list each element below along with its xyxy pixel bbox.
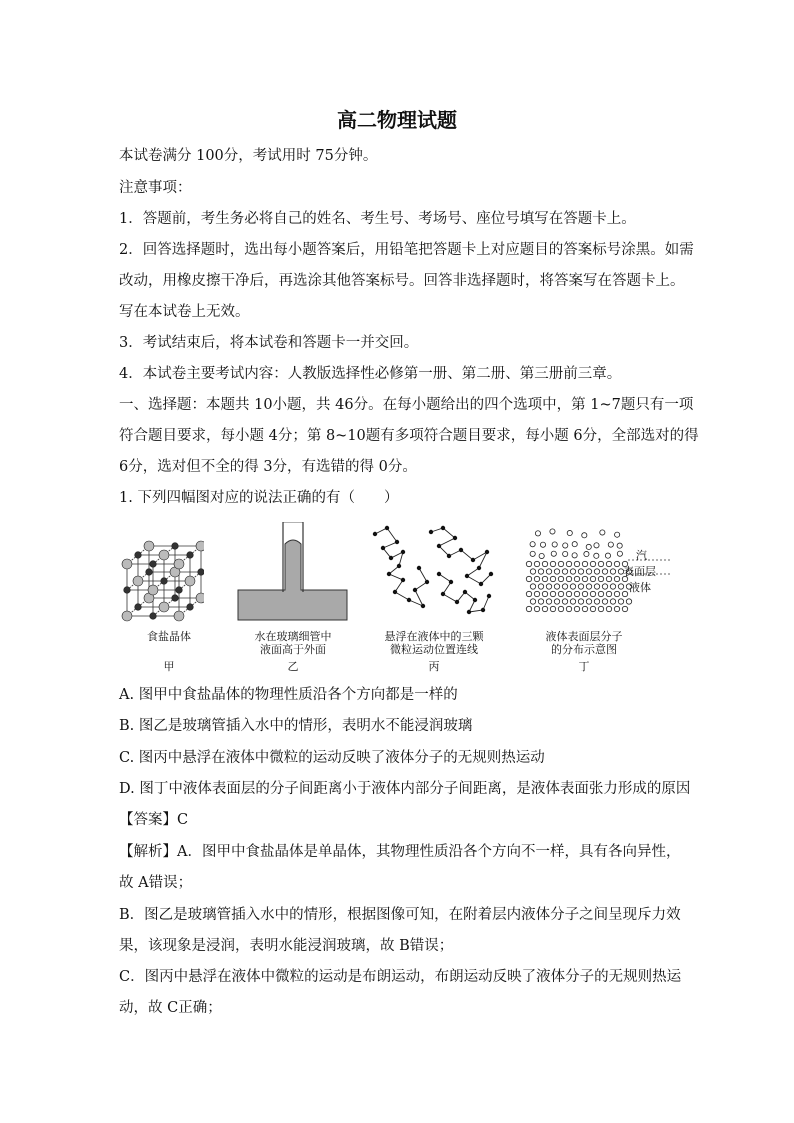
surface-molecule	[552, 542, 557, 547]
particle-position	[389, 556, 393, 560]
particle-position	[441, 526, 445, 530]
liquid-molecule	[586, 584, 591, 589]
particle-position	[401, 550, 405, 554]
question-stem: 1. 下列四幅图对应的说法正确的有（ ）	[119, 490, 399, 506]
liquid-molecule	[590, 576, 595, 581]
liquid-molecule	[614, 606, 619, 611]
particle-position	[413, 588, 417, 592]
particle-position	[441, 592, 445, 596]
surface-molecule	[539, 553, 544, 558]
liquid-molecule	[530, 584, 535, 589]
liquid-molecule	[622, 591, 627, 596]
liquid-molecule	[562, 599, 567, 604]
answer-line: 【答案】C	[119, 812, 189, 828]
particle-position	[471, 558, 475, 562]
particle-position	[487, 594, 491, 598]
surface-molecule	[530, 551, 535, 556]
liquid-molecule	[606, 591, 611, 596]
particle-position	[467, 610, 471, 614]
figure-bing-caption-line: 悬浮在液体中的三颗	[384, 630, 484, 643]
figure-bing	[369, 522, 499, 622]
sodium-ion	[198, 569, 204, 576]
figure-bing-caption-line: 微粒运动位置连线	[390, 643, 478, 656]
chloride-ion	[174, 611, 184, 621]
figure-yi-caption-line: 液面高于外面	[260, 643, 326, 656]
brownian-motion-diagram	[369, 522, 499, 622]
liquid-molecule	[526, 561, 531, 566]
liquid-molecule	[582, 561, 587, 566]
liquid-molecule	[598, 606, 603, 611]
liquid-molecule	[582, 576, 587, 581]
particle-position	[417, 566, 421, 570]
section-line: 6分，选对但不全的得 3分，有选错的得 0分。	[119, 459, 417, 475]
particle-position	[479, 582, 483, 586]
salt-crystal-diagram	[119, 522, 204, 622]
surface-molecule	[608, 542, 613, 547]
surface-molecule	[617, 543, 622, 548]
notice-heading: 注意事项：	[119, 180, 192, 196]
liquid-molecule	[574, 576, 579, 581]
surface-molecule	[586, 544, 591, 549]
particle-position	[425, 580, 429, 584]
liquid-molecule	[538, 584, 543, 589]
sodium-ion	[150, 613, 157, 620]
particle-position	[437, 572, 441, 576]
particle-position	[421, 604, 425, 608]
liquid-molecule	[558, 591, 563, 596]
liquid-molecule	[610, 599, 615, 604]
particle-position	[465, 574, 469, 578]
liquid-molecule	[618, 584, 623, 589]
particle-position	[429, 530, 433, 534]
liquid-molecule	[538, 569, 543, 574]
chloride-ion	[159, 602, 169, 612]
particle-position	[385, 526, 389, 530]
chloride-ion	[122, 559, 132, 569]
liquid-molecule	[574, 606, 579, 611]
liquid-molecule	[610, 569, 615, 574]
liquid-molecule	[562, 569, 567, 574]
sodium-ion	[150, 561, 157, 568]
liquid-molecule	[598, 591, 603, 596]
liquid-molecule	[550, 591, 555, 596]
liquid-molecule	[590, 561, 595, 566]
question-figures	[119, 522, 679, 672]
particle-position	[453, 536, 457, 540]
particle-position	[473, 598, 477, 602]
liquid-molecule	[574, 561, 579, 566]
liquid-molecule	[582, 591, 587, 596]
analysis-line: B．图乙是玻璃管插入水中的情形，根据图像可知，在附着层内液体分子之间呈现斥力效	[119, 907, 681, 923]
figure-yi-caption-line: 水在玻璃细管中	[254, 630, 332, 643]
chloride-ion	[185, 576, 195, 586]
liquid-molecule	[606, 606, 611, 611]
liquid-molecule	[602, 569, 607, 574]
sodium-ion	[176, 587, 183, 594]
liquid-molecule	[606, 561, 611, 566]
analysis-line: 故 A错误；	[119, 875, 193, 891]
ding-label-vapor: 汽	[636, 549, 647, 562]
surface-molecule	[551, 551, 556, 556]
figure-ding-caption	[524, 630, 644, 656]
liquid-molecule	[550, 576, 555, 581]
particle-position	[373, 532, 377, 536]
surface-molecule	[572, 542, 577, 547]
figure-yi-label: 乙	[287, 660, 299, 673]
sodium-ion	[135, 604, 142, 611]
liquid-molecule	[530, 599, 535, 604]
analysis-line: 【解析】A．图甲中食盐晶体是单晶体，其物理性质沿各个方向不一样，具有各向异性，	[119, 844, 681, 860]
liquid-molecule	[614, 576, 619, 581]
liquid-molecule	[574, 591, 579, 596]
figure-jia-caption: 食盐晶体	[147, 630, 191, 643]
liquid-molecule	[534, 576, 539, 581]
liquid-molecule	[558, 606, 563, 611]
surface-molecule	[535, 531, 540, 536]
chloride-ion	[133, 576, 143, 586]
figure-bing-label: 丙	[428, 660, 440, 673]
page-title: 高二物理试题	[337, 108, 457, 132]
particle-position	[437, 544, 441, 548]
particle-position	[387, 572, 391, 576]
liquid-molecule	[586, 599, 591, 604]
liquid-molecule	[566, 591, 571, 596]
chloride-ion	[148, 585, 158, 595]
note-line: 1．答题前，考生务必将自己的姓名、考生号、考场号、座位号填写在答题卡上。	[119, 211, 636, 227]
liquid-molecule	[626, 599, 631, 604]
liquid-molecule	[602, 584, 607, 589]
liquid-molecule	[566, 606, 571, 611]
analysis-line: 动，故 C正确；	[119, 1000, 222, 1016]
liquid-molecule	[570, 599, 575, 604]
option-c: C. 图丙中悬浮在液体中微粒的运动反映了液体分子的无规则热运动	[119, 750, 545, 766]
liquid-molecule	[534, 591, 539, 596]
surface-molecule	[567, 530, 572, 535]
sodium-ion	[187, 552, 194, 559]
figure-bing-caption	[369, 630, 499, 656]
option-d: D. 图丁中液体表面层的分子间距离小于液体内部分子间距离，是液体表面张力形成的原因	[119, 781, 691, 797]
particle-position	[485, 550, 489, 554]
note-line: 3．考试结束后，将本试卷和答题卡一并交回。	[119, 335, 419, 351]
liquid-molecule	[526, 606, 531, 611]
liquid-molecule	[578, 599, 583, 604]
surface-molecule	[550, 529, 555, 534]
sodium-ion	[172, 543, 179, 550]
particle-position	[455, 600, 459, 604]
liquid-molecule	[614, 561, 619, 566]
particle-position	[401, 578, 405, 582]
surface-molecule	[563, 551, 568, 556]
liquid-molecule	[590, 591, 595, 596]
note-line: 改动，用橡皮擦干净后，再选涂其他答案标号。回答非选择题时，将答案写在答题卡上。	[119, 273, 685, 289]
option-a: A. 图甲中食盐晶体的物理性质沿各个方向都是一样的	[119, 687, 458, 703]
liquid-molecule	[550, 606, 555, 611]
sodium-ion	[135, 552, 142, 559]
liquid-molecule	[542, 576, 547, 581]
liquid-molecule	[542, 606, 547, 611]
particle-position	[463, 590, 467, 594]
surface-molecule	[540, 542, 545, 547]
liquid-molecule	[578, 584, 583, 589]
figure-ding-caption-line: 液体表面层分子	[545, 630, 623, 643]
liquid-molecule	[554, 599, 559, 604]
liquid-molecule	[558, 561, 563, 566]
particle-position	[395, 540, 399, 544]
liquid-molecule	[614, 591, 619, 596]
option-b: B. 图乙是玻璃管插入水中的情形，表明水不能浸润玻璃	[119, 718, 473, 734]
liquid-molecule	[582, 606, 587, 611]
liquid-molecule	[566, 561, 571, 566]
note-line: 写在本试卷上无效。	[119, 304, 250, 320]
note-line: 4．本试卷主要考试内容：人教版选择性必修第一册、第二册、第三册前三章。	[119, 366, 622, 382]
surface-molecule	[615, 532, 620, 537]
particle-position	[381, 546, 385, 550]
figure-yi-caption	[237, 630, 349, 656]
section-line: 一、选择题：本题共 10小题，共 46分。在每小题给出的四个选项中，第 1~7题只有一项	[119, 397, 694, 413]
liquid-molecule	[558, 576, 563, 581]
ding-label-surface: 表面层	[623, 565, 656, 578]
liquid-molecule	[606, 576, 611, 581]
section-line: 符合题目要求，每小题 4分；第 8~10题有多项符合题目要求，每小题 6分，全部选对的得	[119, 428, 699, 444]
surface-molecule	[594, 543, 599, 548]
liquid-molecule	[594, 599, 599, 604]
surface-molecule	[617, 551, 622, 556]
surface-molecule	[582, 533, 587, 538]
liquid-molecule	[542, 561, 547, 566]
liquid-molecule	[590, 606, 595, 611]
sodium-ion	[187, 604, 194, 611]
liquid-molecule	[534, 606, 539, 611]
liquid-molecule	[546, 599, 551, 604]
surface-molecule	[584, 551, 589, 556]
liquid-molecule	[546, 569, 551, 574]
capillary-tube-diagram	[237, 522, 349, 622]
surface-molecule	[563, 543, 568, 548]
particle-position	[449, 580, 453, 584]
sodium-ion	[161, 578, 168, 585]
figure-ding-caption-line: 的分布示意图	[551, 643, 617, 656]
liquid-molecule	[554, 569, 559, 574]
note-line: 2．回答选择题时，选出每小题答案后，用铅笔把答题卡上对应题目的答案标号涂黑。如需	[119, 242, 694, 258]
liquid-molecule	[554, 584, 559, 589]
ding-label-liquid: 液体	[629, 581, 651, 594]
liquid-molecule	[566, 576, 571, 581]
sodium-ion	[124, 587, 131, 594]
liquid-molecule	[610, 584, 615, 589]
surface-molecule	[572, 553, 577, 558]
analysis-line: 果，该现象是浸润，表明水能浸润玻璃，故 B错误；	[119, 938, 454, 954]
figure-ding-label: 丁	[578, 660, 590, 673]
chloride-ion	[144, 541, 154, 551]
particle-position	[481, 608, 485, 612]
particle-position	[477, 566, 481, 570]
chloride-ion	[122, 611, 132, 621]
chloride-ion	[196, 593, 204, 603]
particle-position	[489, 572, 493, 576]
particle-position	[447, 554, 451, 558]
particle-position	[407, 598, 411, 602]
surface-molecule	[600, 530, 605, 535]
surface-molecule	[530, 542, 535, 547]
liquid-molecule	[594, 569, 599, 574]
figure-jia-label: 甲	[163, 660, 175, 673]
surface-molecule	[594, 553, 599, 558]
particle-position	[393, 590, 397, 594]
liquid-molecule	[534, 561, 539, 566]
liquid-molecule	[542, 591, 547, 596]
liquid-molecule	[622, 606, 627, 611]
sodium-ion	[172, 595, 179, 602]
surface-molecule	[605, 553, 610, 558]
liquid-molecule	[546, 584, 551, 589]
liquid-molecule	[526, 591, 531, 596]
liquid-molecule	[526, 576, 531, 581]
chloride-ion	[174, 559, 184, 569]
liquid-molecule	[530, 569, 535, 574]
figure-jia	[119, 522, 204, 622]
liquid-molecule	[538, 599, 543, 604]
liquid-molecule	[602, 599, 607, 604]
liquid-molecule	[562, 584, 567, 589]
intro-text: 本试卷满分 100分，考试用时 75分钟。	[119, 148, 378, 164]
liquid-molecule	[618, 599, 623, 604]
particle-position	[397, 564, 401, 568]
liquid-molecule	[578, 569, 583, 574]
liquid-molecule	[570, 584, 575, 589]
chloride-ion	[196, 541, 204, 551]
sodium-ion	[146, 569, 153, 576]
liquid-molecule	[598, 576, 603, 581]
liquid-molecule	[570, 569, 575, 574]
chloride-ion	[159, 550, 169, 560]
particle-position	[459, 548, 463, 552]
liquid-molecule	[586, 569, 591, 574]
liquid-molecule	[594, 584, 599, 589]
liquid-molecule	[550, 561, 555, 566]
analysis-line: C．图丙中悬浮在液体中微粒的运动是布朗运动，布朗运动反映了液体分子的无规则热运	[119, 969, 682, 985]
liquid-molecule	[598, 561, 603, 566]
figure-yi	[237, 522, 349, 622]
